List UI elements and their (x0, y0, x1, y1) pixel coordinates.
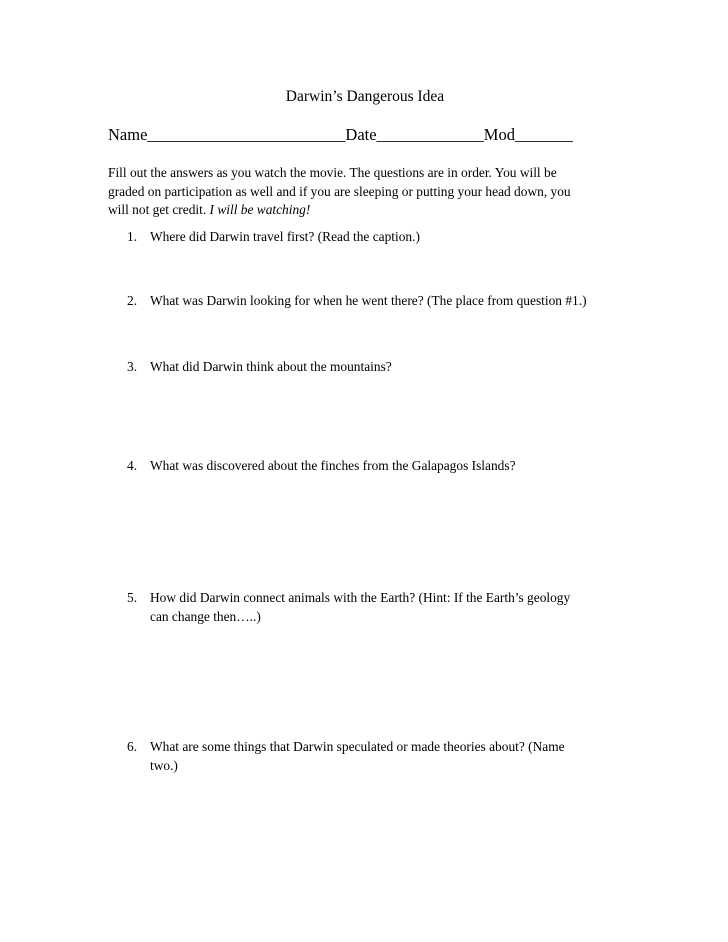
question-number: 4. (127, 458, 138, 473)
question-line: How did Darwin connect animals with the Earth? (Hint: If the Earth’s geology (150, 590, 571, 605)
instructions-text: will not get credit. (108, 202, 210, 217)
instructions-line (108, 201, 628, 220)
question-text (150, 228, 628, 247)
question-number: 5. (127, 590, 138, 605)
question-text (150, 457, 628, 476)
question-line: can change then…..) (150, 608, 261, 624)
question-line: two.) (150, 757, 178, 773)
question-text (150, 292, 628, 311)
question-number: 3. (127, 359, 138, 374)
question-number: 2. (127, 293, 138, 308)
name-date-mod-line: Name________________________Date_____________Mod_______ (108, 125, 573, 144)
question-number: 6. (127, 739, 138, 754)
question-text (150, 738, 628, 775)
question-line: What was Darwin looking for when he went there? (The place from question #1.) (150, 293, 587, 308)
page-title-text: Darwin’s Dangerous Idea (285, 88, 445, 105)
question-text (150, 358, 628, 377)
question-text (150, 589, 628, 626)
instructions-emphasis: I will be watching! (209, 202, 311, 217)
instructions-line: graded on participation as well and if you are sleeping or putting your head down, you (108, 183, 571, 199)
question-number: 1. (127, 229, 138, 244)
question-line: What did Darwin think about the mountains? (150, 359, 392, 374)
question-line: What was discovered about the finches from the Galapagos Islands? (150, 458, 516, 473)
question-line: What are some things that Darwin speculated or made theories about? (Name (150, 739, 565, 754)
page-title (0, 87, 728, 107)
question-line: Where did Darwin travel first? (Read the caption.) (150, 229, 420, 244)
instructions-line: Fill out the answers as you watch the movie. The questions are in order. You will be (108, 165, 557, 180)
instructions-paragraph (108, 164, 628, 220)
